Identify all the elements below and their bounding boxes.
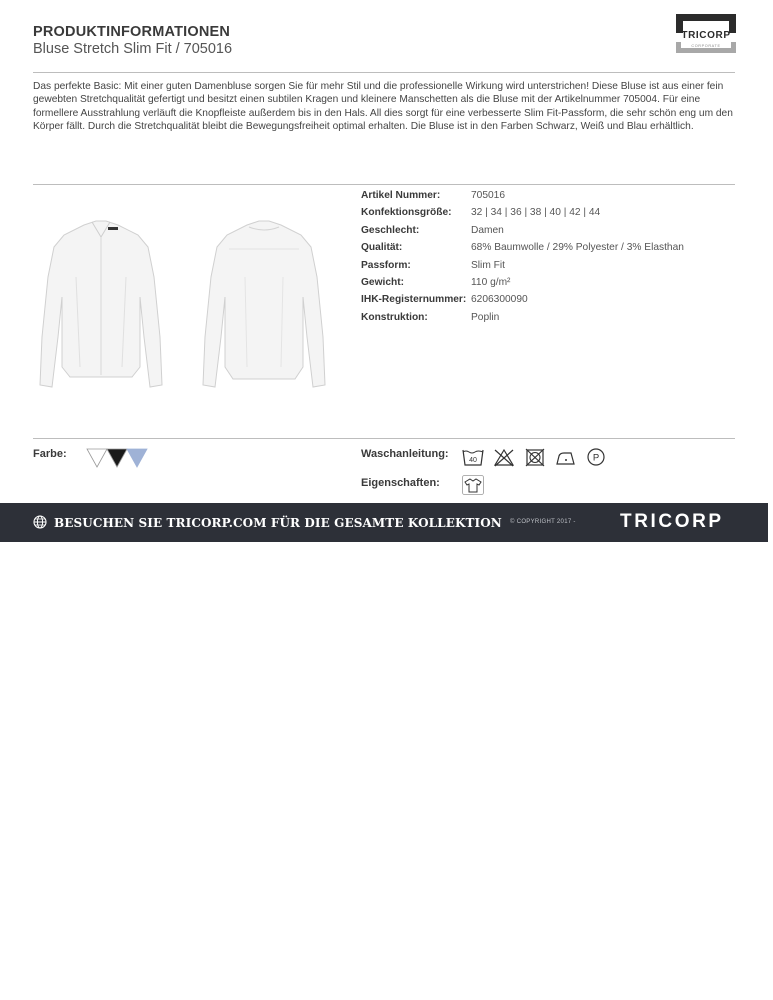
spec-key: Passform: <box>361 259 411 271</box>
spec-value: Damen <box>471 224 504 236</box>
shirt-front-image <box>36 217 166 392</box>
spec-row <box>361 207 741 224</box>
dry-clean-letter: P <box>592 452 600 464</box>
spec-value: 32 | 34 | 36 | 38 | 40 | 42 | 44 <box>471 207 601 219</box>
spec-row <box>361 242 741 259</box>
iron-low-icon <box>555 447 577 467</box>
logo-text: TRICORP <box>681 30 731 41</box>
spec-key: Gewicht: <box>361 276 405 288</box>
no-tumble-dry-icon <box>524 447 546 467</box>
spec-value: Slim Fit <box>471 259 505 271</box>
spec-value: 68% Baumwolle / 29% Polyester / 3% Elasthan <box>471 242 684 254</box>
shirt-back-image <box>199 217 329 392</box>
spec-key: Qualität: <box>361 242 403 254</box>
spec-key: Geschlecht: <box>361 224 420 236</box>
color-swatch-blue[interactable] <box>127 449 147 467</box>
spec-row <box>361 294 741 311</box>
spec-key: Artikel Nummer: <box>361 190 441 201</box>
footer-brand-logo: TRICORP <box>620 511 724 532</box>
color-swatch-black[interactable] <box>107 449 127 467</box>
product-images <box>33 205 338 400</box>
wash-40-icon <box>462 447 484 467</box>
color-label: Farbe: <box>33 448 67 460</box>
header <box>33 22 739 72</box>
globe-icon <box>33 515 47 529</box>
website-link[interactable]: BESUCHEN SIE TRICORP.COM FÜR DIE GESAMTE KOLLEKTION <box>54 516 502 530</box>
divider <box>33 184 735 185</box>
care-icons <box>462 447 612 469</box>
tricorp-logo <box>676 14 736 62</box>
shirt-icon <box>462 475 484 495</box>
spec-row <box>361 277 741 294</box>
spec-value: 6206300090 <box>471 294 528 306</box>
page-title: PRODUKTINFORMATIONEN <box>33 24 231 40</box>
dry-clean-p-icon <box>586 447 606 467</box>
logo-subtext: CORPORATE <box>691 44 721 48</box>
spec-value: 705016 <box>471 190 505 201</box>
color-swatches <box>86 448 150 470</box>
spec-table <box>361 190 741 329</box>
no-bleach-icon <box>493 447 515 467</box>
wash-temp: 40 <box>469 457 477 464</box>
care-label: Waschanleitung: <box>361 448 449 460</box>
spec-row <box>361 190 741 207</box>
copyright-text: © COPYRIGHT 2017 - <box>510 519 576 525</box>
spec-value: Poplin <box>471 311 500 323</box>
product-subtitle: Bluse Stretch Slim Fit / 705016 <box>33 41 233 57</box>
footer-banner <box>0 503 768 542</box>
product-description: Das perfekte Basic: Mit einer guten Damenbluse sorgen Sie für mehr Stil und die professionelle Wirkung wird unterstrichen! Diese Bluse ist aus einer fein gewebten Stretchqualität gefertigt und besitzt einen subtilen Kragen und kleinere Manschetten als die Bluse mit der Artikelnummer 705004. Für eine formellere Ausstrahlung verläuft die Knopfleiste außerdem bis in den Hals. All dies sorgt für eine verbesserte Slim Fit-Passform, die sehr schön eng um den Körper fällt. Durch die Stretchqualität bleibt die Bewegungsfreiheit optimal erhalten. Die Bluse ist in den Farben Schwarz, Weiß und Blau erhältlich. <box>33 81 733 132</box>
spec-key: Konstruktion: <box>361 311 428 323</box>
spec-value: 110 g/m² <box>471 276 511 288</box>
spec-row <box>361 312 741 329</box>
divider <box>33 438 735 439</box>
properties-label: Eigenschaften: <box>361 477 440 489</box>
spec-key: IHK-Registernummer: <box>361 294 467 306</box>
spec-row <box>361 225 741 242</box>
divider <box>33 72 735 73</box>
spec-row <box>361 260 741 277</box>
color-swatch-white[interactable] <box>87 449 107 467</box>
spec-key: Konfektionsgröße: <box>361 207 452 219</box>
